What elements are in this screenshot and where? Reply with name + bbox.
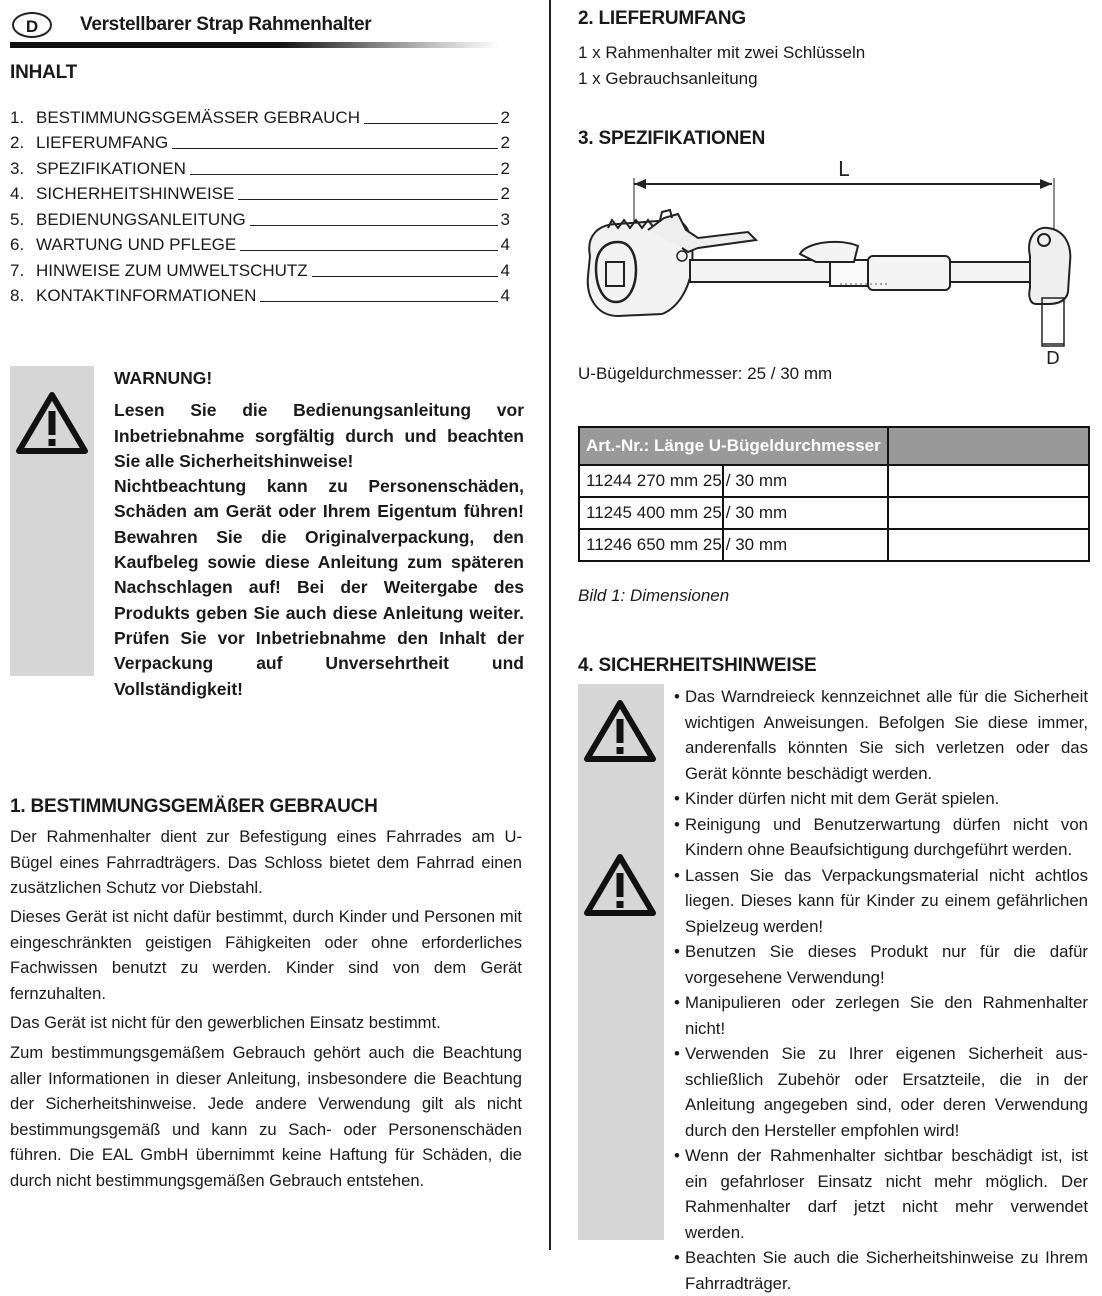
- telescopic-bar-icon: [690, 242, 1034, 290]
- toc-item-label: SICHERHEITSHINWEISE: [36, 184, 235, 203]
- toc-item: [10, 230, 510, 256]
- safety-note-item: • Kinder dürfen nicht mit dem Gerät spielen.: [674, 786, 1088, 812]
- length-arrow-right: [1040, 179, 1052, 189]
- toc-item-page: 4: [500, 260, 510, 280]
- toc-item-label: HINWEISE ZUM UMWELTSCHUTZ: [36, 260, 308, 280]
- toc-leader-line: [238, 199, 498, 200]
- u-bar-clamp-icon: [1029, 228, 1070, 346]
- toc-item: [10, 128, 510, 154]
- frame-holder-diagram: [578, 158, 1092, 368]
- toc-item-page: 4: [500, 286, 510, 305]
- safety-note-item: • Beachten Sie auch die Sicherheitshinweise zu Ihrem Fahrradträger.: [674, 1245, 1088, 1296]
- toc-item-label: WARTUNG UND PFLEGE: [36, 235, 237, 254]
- section-1-heading: 1. BESTIMMUNGSGEMÄßER GEBRAUCH: [10, 796, 378, 817]
- spec-cell-article: 11244 270 mm 25: [579, 465, 723, 497]
- section-2-heading: 2. LIEFERUMFANG: [578, 8, 747, 29]
- safety-note-item: • Lassen Sie das Verpackungsmaterial nicht achtlos liegen. Dieses kann für Kinder zu einem gefährlichen Spielzeug werden!: [674, 863, 1088, 940]
- safety-note-item: • Verwenden Sie zu Ihrer eigenen Sicherheit ausschließlich Zubehör oder Ersatzteile, die in der Anleitung angegeben sind, oder deren Verwendung durch den Hersteller empfohlen wird!: [674, 1041, 1088, 1143]
- safety-note-item: • Reinigung und Benutzerwartung dürfen nicht von Kindern ohne Beaufsichtigung durchgeführt werden.: [674, 812, 1088, 863]
- toc-item-page: 2: [500, 158, 510, 178]
- toc-item-number: 1.: [10, 107, 25, 127]
- section-1-paragraph-4: Zum bestimmungsgemäßem Gebrauch gehört auch die Beachtung aller Informationen in dieser Anleitung, insbesondere die Beachtung der Sicherheitshinweise. Jede andere Verwendung gilt als nicht bestimmungsgemäß und kann zu Sach- oder Personenschäden führen. Die EAL GmbH übernimmt keine Haftung für Schäden, die durch nicht bestimmungsgemäßen Gebrauch entstehen.: [10, 1043, 522, 1190]
- toc-item: [10, 281, 510, 307]
- figure-caption: Bild 1: Dimensionen: [578, 586, 730, 605]
- section-1-paragraph-1: Der Rahmenhalter dient zur Befestigung eines Fahrrades am U-Bügel eines Fahrradträgers. Das Schloss bietet dem Fahrrad einen zusätzlichen Schutz vor Diebstahl.: [10, 827, 522, 897]
- toc-leader-line: [312, 276, 498, 277]
- toc-item-number: 8.: [10, 286, 25, 305]
- safety-note-item: • Benutzen Sie dieses Produkt nur für die dafür vorgesehene Verwendung!: [674, 939, 1088, 990]
- safety-sidebar: [578, 684, 664, 1240]
- toc-item-label: SPEZIFIKATIONEN: [36, 158, 186, 178]
- safety-note-item: • Wenn der Rahmenhalter sichtbar beschädigt ist, ist ein gefahrloser Einsatz nicht mehr möglich. Der Rahmenhalter darf jetzt nicht mehr verwendet werden.: [674, 1143, 1088, 1245]
- warning-box: [10, 366, 525, 699]
- warning-sidebar: [10, 366, 94, 676]
- length-arrow-left: [634, 179, 646, 189]
- spec-cell-diameter: / 30 mm: [723, 529, 888, 561]
- toc-item-label: BEDIENUNGSANLEITUNG: [36, 209, 246, 229]
- section-1-paragraph-2: Dieses Gerät ist nicht dafür bestimmt, durch Kinder und Personen mit eingeschränkten geistigen Fähigkeiten oder ohne erforderliches Fachwissen benutzt zu werden. Kinder sind von dem Gerät fernzuhalten.: [10, 907, 522, 1003]
- delivery-list: [578, 40, 865, 91]
- warning-paragraph-2: Nichtbeachtung kann zu Personenschäden, Schäden am Gerät oder Ihrem Eigentum führen! Bewahren Sie die Originalverpackung, den Kaufbeleg sowie diese Anleitung zum späteren Nachschlagen auf! Bei der Weitergabe des Produkts geben Sie auch diese Anleitung weiter. Prüfen Sie vor Inbetriebnahme den Inhalt der Verpackung auf Unversehrtheit und Vollständigkeit!: [114, 476, 524, 699]
- toc-item-number: 3.: [10, 158, 25, 178]
- safety-note-item: • Manipulieren oder zerlegen Sie den Rahmenhalter nicht!: [674, 990, 1088, 1041]
- toc-item: [10, 153, 510, 179]
- spec-cell-article: 11246 650 mm 25: [579, 529, 723, 561]
- toc-item: [10, 102, 510, 128]
- toc-leader-line: [260, 301, 498, 302]
- section-1-paragraph-3: Das Gerät ist nicht für den gewerblichen Einsatz bestimmt.: [10, 1013, 441, 1032]
- diameter-label: D: [1046, 348, 1060, 368]
- toc-item: [10, 179, 510, 205]
- length-label: L: [838, 158, 850, 181]
- toc-item: [10, 255, 510, 281]
- warning-triangle-icon: [584, 700, 656, 762]
- section-4-heading: 4. SICHERHEITSHINWEISE: [578, 655, 817, 676]
- page-header: [10, 12, 500, 52]
- safety-note-item: • Das Warndreieck kennzeichnet alle für die Sicherheit wichtigen Anweisungen. Befolgen Sie diese immer, anderenfalls könnten Sie sich verletzen oder das Gerät könnte beschädigt werden.: [674, 684, 1088, 786]
- warning-triangle-icon: [16, 392, 88, 454]
- toc-item-label: KONTAKTINFORMATIONEN: [36, 286, 257, 305]
- toc-item: [10, 204, 510, 230]
- toc-item-page: 2: [500, 184, 510, 203]
- country-badge: D: [12, 12, 52, 38]
- toc-item-page: 3: [500, 209, 510, 229]
- toc-heading: INHALT: [10, 62, 78, 83]
- spec-cell-article: 11245 400 mm 25: [579, 497, 723, 529]
- toc-leader-line: [172, 148, 498, 149]
- toc-leader-line: [250, 225, 498, 226]
- toc-leader-line: [364, 123, 498, 124]
- warning-triangle-icon: [584, 854, 656, 916]
- spec-table-row: [579, 529, 1089, 561]
- section-3-heading: 3. SPEZIFIKATIONEN: [578, 128, 766, 149]
- header-underline: [10, 42, 500, 48]
- spec-table-header: Art.-Nr.: Länge U-Bügeldurchmesser: [579, 427, 888, 465]
- toc-item-number: 7.: [10, 260, 25, 280]
- spec-cell-empty: [888, 529, 1089, 561]
- spec-table: [578, 426, 1090, 562]
- spec-table-header-row: [579, 427, 1089, 465]
- toc-leader-line: [240, 250, 498, 251]
- document-title: Verstellbarer Strap Rahmenhalter: [80, 14, 372, 35]
- delivery-item-1: 1 x Rahmenhalter mit zwei Schlüsseln: [578, 43, 866, 62]
- spec-table-row: [579, 465, 1089, 497]
- safety-notes-list: [674, 684, 1088, 1296]
- warning-paragraph-1: Lesen Sie die Bedienungsanleitung vor Inbetriebnahme sorgfältig durch und beachten Sie alle Sicherheitshinweise!: [114, 400, 524, 471]
- toc-item-label: BESTIMMUNGSGEMÄSSER GEBRAUCH: [36, 107, 360, 127]
- spec-table-header-empty: [888, 427, 1089, 465]
- column-divider: [549, 0, 551, 1250]
- toc-item-page: 2: [500, 107, 510, 127]
- warning-heading: WARNUNG!: [114, 368, 213, 388]
- spec-cell-diameter: / 30 mm: [723, 497, 888, 529]
- toc-item-number: 5.: [10, 209, 25, 229]
- warning-text: [114, 366, 524, 702]
- toc-item-page: 4: [500, 235, 510, 254]
- table-of-contents: [10, 102, 510, 306]
- toc-item-page: 2: [500, 133, 510, 152]
- toc-item-number: 2.: [10, 133, 25, 152]
- toc-leader-line: [190, 174, 498, 175]
- delivery-item-2: 1 x Gebrauchsanleitung: [578, 68, 758, 88]
- spec-cell-empty: [888, 465, 1089, 497]
- u-bar-diameter-note: U-Bügeldurchmesser: 25 / 30 mm: [578, 364, 833, 383]
- spec-cell-diameter: / 30 mm: [723, 465, 888, 497]
- spec-cell-empty: [888, 497, 1089, 529]
- toc-item-number: 4.: [10, 184, 25, 203]
- toc-item-number: 6.: [10, 235, 25, 254]
- toc-item-label: LIEFERUMFANG: [36, 133, 169, 152]
- spec-table-row: [579, 497, 1089, 529]
